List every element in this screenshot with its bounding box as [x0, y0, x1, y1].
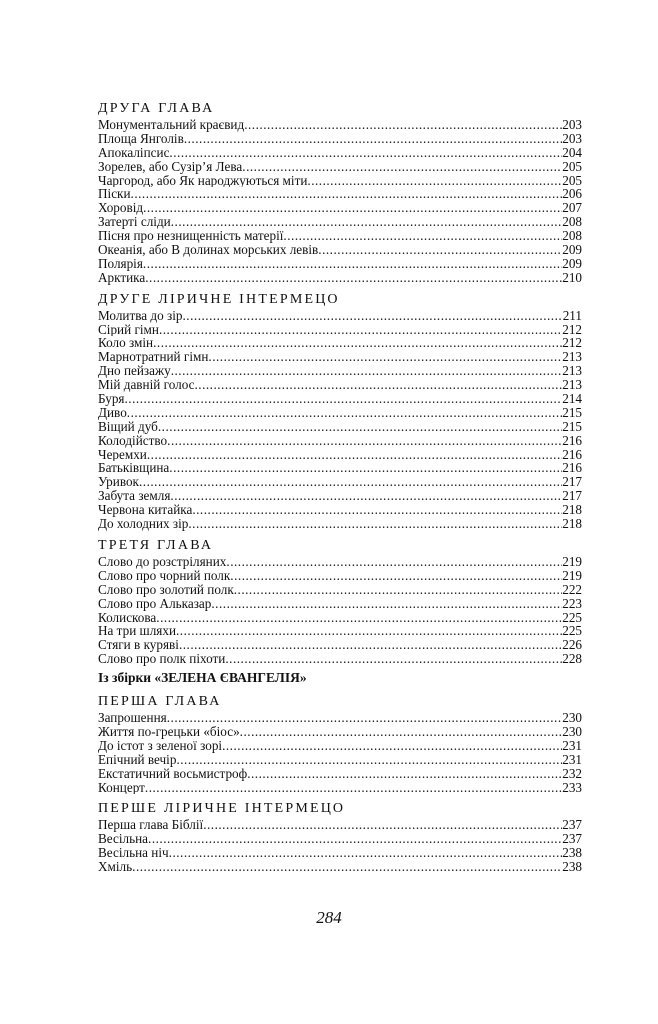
toc-entry-page: 218 [562, 517, 582, 531]
toc-entry-title: Весільна [98, 832, 149, 847]
toc-leader-dots [203, 818, 562, 832]
toc-entry [98, 517, 582, 531]
toc-entry [98, 725, 582, 739]
toc-entry [98, 475, 582, 489]
toc-entry-title: Слово про полк піхоти [98, 652, 226, 667]
toc-entry [98, 309, 582, 323]
toc-entry [98, 448, 582, 462]
toc-entry-title: Диво [98, 405, 127, 420]
toc-entry [98, 611, 582, 625]
toc-leader-dots [145, 781, 562, 795]
toc-entry-page: 226 [562, 638, 582, 653]
toc-entry-page: 213 [562, 350, 582, 365]
toc-list [98, 555, 582, 666]
toc-entry [98, 257, 582, 271]
toc-entry-page: 212 [562, 336, 582, 351]
toc-leader-dots [283, 229, 562, 243]
toc-leader-dots [153, 336, 562, 350]
toc-entry-title: Молитва до зір [98, 308, 183, 323]
toc-entry-page: 216 [562, 433, 582, 448]
toc-entry-page: 217 [562, 475, 582, 490]
toc-entry-page: 216 [562, 461, 582, 476]
toc-entry [98, 846, 582, 860]
toc-entry-page: 231 [562, 752, 582, 767]
toc-entry-title: Червона китайка [98, 503, 193, 518]
toc-entry-page: 210 [562, 270, 582, 285]
toc-entry-page: 205 [562, 159, 582, 174]
toc-entry-title: Слово про чорний полк [98, 568, 231, 583]
toc-entry [98, 638, 582, 652]
toc-leader-dots [171, 215, 562, 229]
toc-entry-page: 204 [562, 145, 582, 160]
toc-entry-title: Чаргород, або Як народжуються міти [98, 173, 308, 188]
toc-entry-title: Колискова [98, 610, 157, 625]
toc-entry-title: Слово про золотий полк [98, 582, 234, 597]
toc-entry-title: До істот з зеленої зорі [98, 738, 223, 753]
toc-leader-dots [247, 767, 562, 781]
toc-entry-page: 203 [562, 131, 582, 146]
toc-entry-page: 218 [562, 503, 582, 518]
toc-entry [98, 711, 582, 725]
toc-leader-dots [225, 652, 562, 666]
toc-entry [98, 160, 582, 174]
toc-leader-dots [194, 378, 562, 392]
toc-entry-page: 238 [562, 860, 582, 874]
toc-entry [98, 781, 582, 795]
toc-entry-page: 217 [562, 489, 582, 504]
toc-entry [98, 818, 582, 832]
toc-list [98, 818, 582, 874]
toc-entry [98, 323, 582, 337]
toc-entry [98, 174, 582, 188]
toc-entry [98, 767, 582, 781]
toc-entry-title: Стяги в куряві [98, 638, 179, 653]
toc-entry-title: Батьківщина [98, 461, 170, 476]
toc-entry-page: 228 [562, 652, 582, 667]
toc-entry-title: Коло змін [98, 336, 154, 351]
toc-entry-page: 213 [562, 378, 582, 393]
toc-entry-title: Концерт [98, 780, 145, 795]
toc-entry-page: 232 [562, 766, 582, 781]
toc-entry-page: 233 [562, 780, 582, 795]
toc-leader-dots [318, 243, 562, 257]
toc-entry [98, 860, 582, 874]
toc-leader-dots [211, 597, 562, 611]
toc-entry-title: Життя по-грецьки «біос» [98, 724, 240, 739]
toc-entry [98, 378, 582, 392]
toc-entry-title: Віщий дуб [98, 419, 158, 434]
toc-entry-title: Черемхи [98, 447, 147, 462]
toc-entry [98, 392, 582, 406]
toc-leader-dots [230, 569, 562, 583]
toc-entry [98, 569, 582, 583]
toc-entry-title: Площа Янголів [98, 131, 184, 146]
toc-entry-page: 214 [562, 392, 582, 406]
section-heading: ПЕРША ГЛАВА [98, 694, 222, 710]
toc-entry [98, 406, 582, 420]
toc-entry-page: 237 [562, 818, 582, 833]
toc-entry [98, 350, 582, 364]
toc-leader-dots [184, 132, 562, 146]
toc-entry [98, 753, 582, 767]
toc-leader-dots [147, 448, 562, 462]
toc-leader-dots [145, 271, 562, 285]
toc-leader-dots [176, 753, 562, 767]
toc-entry-title: Уривок [98, 475, 139, 490]
toc-page [98, 100, 582, 874]
toc-entry [98, 583, 582, 597]
toc-entry-page: 208 [562, 229, 582, 244]
toc-leader-dots [167, 434, 562, 448]
toc-entry-title: Слово до розстріляних [98, 554, 227, 569]
toc-entry [98, 201, 582, 215]
toc-entry-title: Екстатичний восьмистроф [98, 766, 248, 781]
toc-entry [98, 461, 582, 475]
toc-entry-title: Зорелев, або Сузір’я Лева [98, 159, 243, 174]
toc-entry-title: Арктика [98, 270, 146, 285]
toc-entry-title: Монументальний краєвид [98, 118, 245, 132]
toc-leader-dots [127, 406, 562, 420]
toc-entry-title: Дно пейзажу [98, 364, 171, 379]
toc-leader-dots [234, 583, 562, 597]
toc-entry-title: Пісня про незнищенність матерії [98, 229, 284, 244]
toc-entry [98, 832, 582, 846]
toc-entry-page: 213 [562, 364, 582, 379]
toc-entry-title: Забута земля [98, 489, 171, 504]
toc-leader-dots [131, 187, 563, 201]
toc-leader-dots [169, 146, 562, 160]
toc-entry-title: Перша глава Біблії [98, 818, 204, 833]
toc-entry [98, 215, 582, 229]
toc-entry-page: 207 [562, 201, 582, 216]
toc-leader-dots [139, 475, 562, 489]
toc-entry-page: 219 [562, 568, 582, 583]
toc-entry [98, 420, 582, 434]
toc-entry-page: 209 [562, 256, 582, 271]
toc-entry-title: Затерті сліди [98, 215, 171, 230]
toc-entry [98, 739, 582, 753]
toc-entry-page: 212 [562, 322, 582, 337]
toc-entry-page: 225 [562, 624, 582, 639]
toc-entry-page: 237 [562, 832, 582, 847]
toc-entry-title: Мій давній голос [98, 378, 195, 393]
toc-entry [98, 434, 582, 448]
toc-leader-dots [192, 503, 562, 517]
toc-entry [98, 364, 582, 378]
toc-leader-dots [242, 160, 562, 174]
toc-leader-dots [188, 517, 562, 531]
toc-leader-dots [244, 118, 562, 132]
toc-entry-title: Марнотратний гімн [98, 350, 209, 365]
toc-block-second-collection [98, 687, 582, 874]
toc-entry [98, 336, 582, 350]
toc-entry [98, 146, 582, 160]
toc-leader-dots [240, 725, 563, 739]
toc-entry-title: Слово про Альказар [98, 596, 212, 611]
toc-leader-dots [158, 420, 562, 434]
toc-entry-page: 231 [562, 738, 582, 753]
toc-entry-page: 206 [562, 187, 582, 202]
page-number: 284 [316, 908, 342, 927]
toc-entry-page: 205 [562, 173, 582, 188]
toc-leader-dots [159, 323, 562, 337]
toc-leader-dots [169, 461, 562, 475]
toc-entry-page: 203 [562, 118, 582, 132]
toc-entry [98, 503, 582, 517]
toc-entry-title: Океанія, або В долинах морських левів [98, 243, 319, 257]
toc-entry-title: До холодних зір [98, 517, 189, 531]
section-heading: ПЕРШЕ ЛІРИЧНЕ ІНТЕРМЕЦО [98, 801, 346, 817]
toc-leader-dots [143, 257, 562, 271]
toc-entry [98, 187, 582, 201]
toc-entry-page: 222 [562, 582, 582, 597]
toc-entry-page: 230 [562, 724, 582, 739]
toc-leader-dots [132, 860, 562, 874]
toc-leader-dots [169, 846, 563, 860]
toc-entry-title: Колодійство [98, 433, 168, 448]
toc-entry-title: Епічний вечір [98, 752, 177, 767]
toc-entry-title: Піски [98, 187, 131, 202]
section-heading: ТРЕТЯ ГЛАВА [98, 537, 214, 553]
toc-entry-title: Буря [98, 392, 125, 406]
toc-entry-page: 225 [562, 610, 582, 625]
toc-entry-title: Весільна ніч [98, 846, 169, 861]
toc-leader-dots [125, 392, 563, 406]
toc-entry [98, 555, 582, 569]
toc-leader-dots [307, 174, 562, 188]
toc-entry-title: Хоровід [98, 201, 144, 216]
toc-entry [98, 132, 582, 146]
toc-entry-page: 209 [562, 243, 582, 257]
toc-entry [98, 597, 582, 611]
toc-leader-dots [222, 739, 562, 753]
toc-entry-page: 208 [562, 215, 582, 230]
toc-entry-title: На три шляхи [98, 624, 176, 639]
toc-leader-dots [156, 611, 562, 625]
toc-leader-dots [208, 350, 562, 364]
toc-entry [98, 118, 582, 132]
toc-leader-dots [170, 489, 562, 503]
toc-leader-dots [176, 624, 562, 638]
section-heading: ДРУГА ГЛАВА [98, 101, 215, 116]
toc-list [98, 711, 582, 794]
toc-entry-title: Апокаліпсис [98, 145, 170, 160]
toc-entry-page: 230 [562, 711, 582, 725]
toc-block-first-collection [98, 100, 582, 666]
toc-leader-dots [179, 638, 562, 652]
toc-entry [98, 229, 582, 243]
toc-leader-dots [171, 364, 563, 378]
toc-leader-dots [143, 201, 562, 215]
collection-heading: Із збірки «ЗЕЛЕНА ЄВАНГЕЛІЯ» [98, 670, 307, 686]
toc-leader-dots [148, 832, 562, 846]
toc-entry-page: 216 [562, 447, 582, 462]
section-heading: ДРУГЕ ЛІРИЧНЕ ІНТЕРМЕЦО [98, 291, 340, 307]
toc-entry [98, 243, 582, 257]
toc-entry [98, 271, 582, 285]
toc-entry-page: 223 [562, 596, 582, 611]
toc-list [98, 309, 582, 531]
toc-entry-page: 215 [562, 405, 582, 420]
toc-entry [98, 624, 582, 638]
toc-leader-dots [226, 555, 562, 569]
toc-entry-title: Полярія [98, 256, 143, 271]
toc-entry-page: 238 [562, 846, 582, 861]
toc-leader-dots [167, 711, 562, 725]
toc-entry-title: Запрошення [98, 711, 167, 725]
toc-entry-page: 219 [562, 554, 582, 569]
toc-list [98, 118, 582, 285]
toc-entry-title: Хміль [98, 860, 133, 874]
toc-entry [98, 652, 582, 666]
toc-entry-page: 211 [562, 308, 582, 323]
toc-entry [98, 489, 582, 503]
toc-entry-title: Сірий гімн [98, 322, 159, 337]
toc-entry-page: 215 [562, 419, 582, 434]
toc-leader-dots [183, 309, 563, 323]
